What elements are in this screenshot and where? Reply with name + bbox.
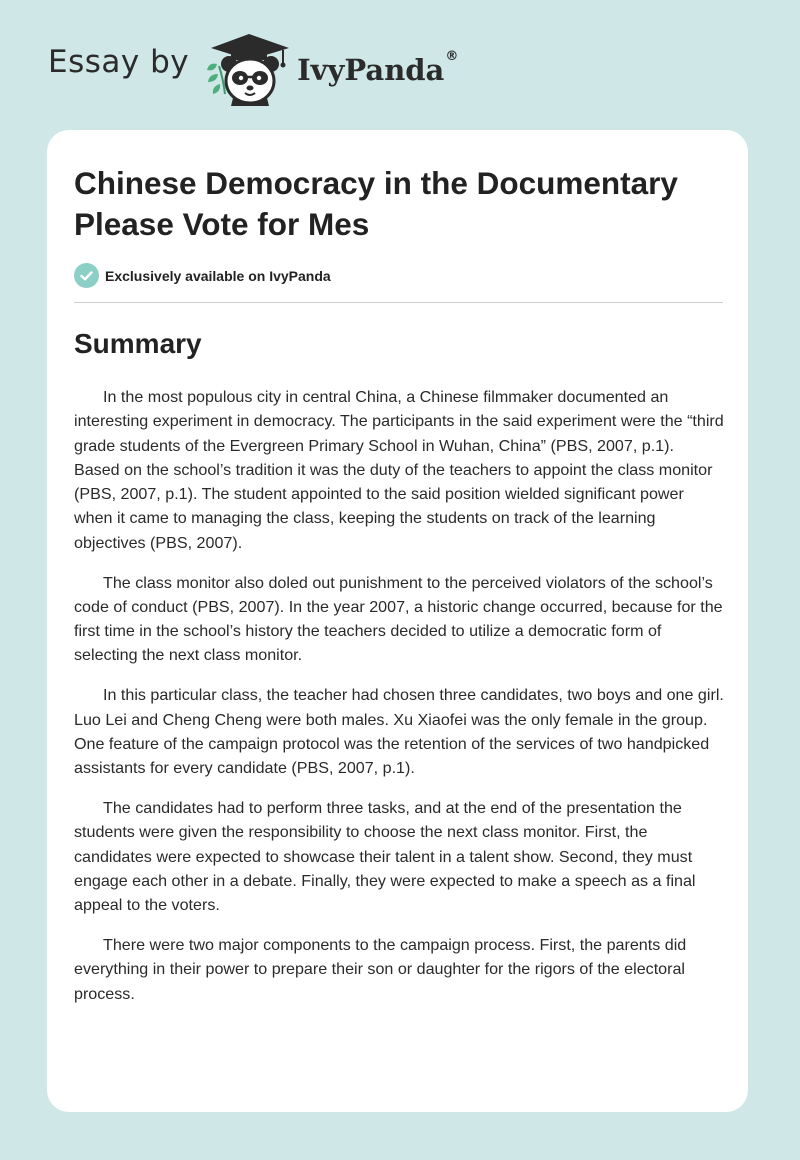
body-paragraph: There were two major components to the campaign process. First, the parents did everything in their power to prepare their son or daughter for the rigors of the electoral process.: [74, 935, 687, 1003]
brand-name: IvyPanda: [297, 53, 445, 87]
registered-trademark: ®: [445, 48, 459, 64]
essay-body: [74, 385, 724, 1021]
section-heading-summary: Summary: [74, 328, 202, 359]
body-paragraph: The class monitor also doled out punishment to the perceived violators of the school’s code of conduct (PBS, 2007). In the year 2007, a historic change occurred, because for the first time in the school’s history the teachers decided to utilize a democratic form of selecting the next class monitor.: [74, 573, 723, 665]
site-header-brand[interactable]: [48, 28, 458, 108]
essay-title: Chinese Democracy in the Documentary Please Vote for Mes: [74, 165, 678, 242]
exclusive-badge: [74, 263, 331, 288]
body-paragraph: In this particular class, the teacher had chosen three candidates, two boys and one girl. Luo Lei and Cheng Cheng were both males. Xu Xiaofei was the only female in the group. One feature of the campaign protocol was the retention of the services of two handpicked assistants for every candidate (PBS, 2007, p.1).: [74, 686, 724, 778]
title-divider: [74, 302, 723, 303]
body-paragraph: The candidates had to perform three tasks, and at the end of the presentation the students were given the responsibility to choose the next class monitor. First, the candidates were expected to showcase their talent in a talent show. Second, they must engage each other in a debate. Finally, they were expected to make a speech as a final appeal to the voters.: [74, 798, 696, 915]
body-paragraph: In the most populous city in central China, a Chinese filmmaker documented an interesting experiment in democracy. The participants in the said experiment were the “third grade students of the Evergreen Primary School in Wuhan, China” (PBS, 2007, p.1). Based on the school’s tradition it was the duty of the teachers to appoint the class monitor (PBS, 2007, p.1). The student appointed to the said position wielded significant power when it came to managing the class, keeping the students on track of the learning objectives (PBS, 2007).: [74, 388, 724, 552]
exclusive-badge-label: Exclusively available on IvyPanda: [105, 267, 331, 284]
panda-graduate-logo-icon: [203, 28, 295, 108]
brand-prefix: Essay by: [48, 44, 190, 80]
check-circle-icon: [74, 263, 99, 288]
essay-card: [47, 130, 748, 1112]
